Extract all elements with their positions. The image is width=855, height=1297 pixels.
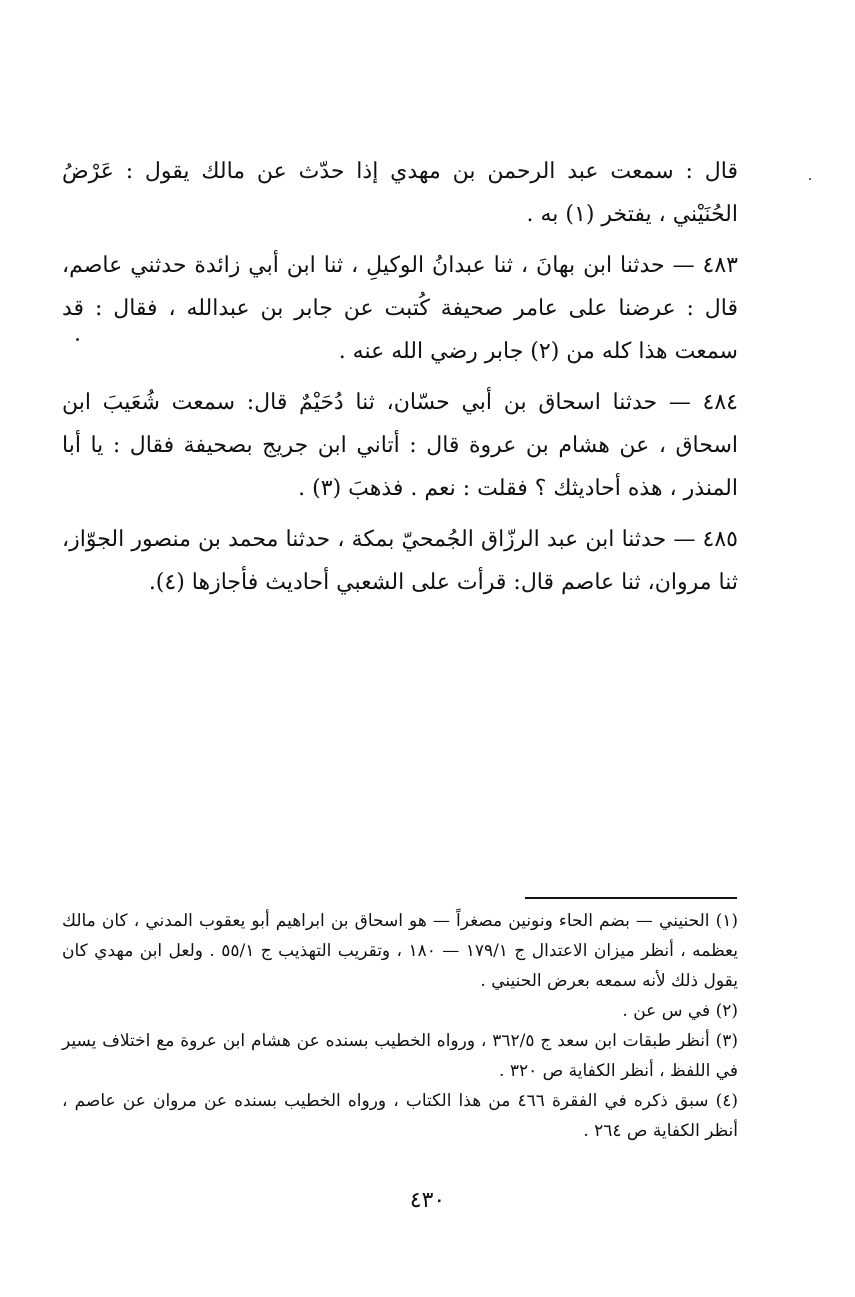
main-text <box>62 150 738 612</box>
footnote-2: (٢) في س عن . <box>622 1001 738 1021</box>
page-number: ٤٣٠ <box>409 1188 446 1213</box>
footnote-3: (٣) أنظر طبقات ابن سعد ج ٣٦٢/٥ ، ورواه الخطيب بسنده عن هشام ابن عروة مع اختلاف يسير في اللفظ ، أنظر الكفاية ص ٣٢٠ . <box>62 1031 738 1081</box>
paragraph-485: ٤٨٥ — حدثنا ابن عبد الرزّاق الجُمحيّ بمكة ، حدثنا محمد بن منصور الجوّاز، ثنا مروان، ثنا عاصم قال: قرأت على الشعبي أحاديث فأجازها (٤). <box>62 527 738 595</box>
footnote-4: (٤) سبق ذكره في الفقرة ٤٦٦ من هذا الكتاب ، ورواه الخطيب بسنده عن مروان عن عاصم ، أنظر الكفاية ص ٢٦٤ . <box>62 1091 738 1141</box>
footnote-1: (١) الحنيني — بضم الحاء ونونين مصغراً — هو اسحاق بن ابراهيم أبو يعقوب المدني ، كان مالك يعظمه ، أنظر ميزان الاعتدال ج ١٧٩/١ — ١٨٠ ، وتقريب التهذيب ج ٥٥/١ . ولعل ابن مهدي كان يقول ذلك لأنه سمعه بعرض الحنيني . <box>62 911 738 991</box>
footnote-divider <box>525 897 737 899</box>
paragraph-484: ٤٨٤ — حدثنا اسحاق بن أبي حسّان، ثنا دُحَيْمٌ قال: سمعت شُعَيبَ ابن اسحاق ، عن هشام بن عروة قال : أتاني ابن جريج بصحيفة فقال : يا أبا المنذر ، هذه أحاديثك ؟ فقلت : نعم . فذهبَ (٣) . <box>62 390 738 501</box>
scan-speck <box>809 178 811 180</box>
scan-speck <box>76 338 79 341</box>
paragraph-intro: قال : سمعت عبد الرحمن بن مهدي إذا حدّث عن مالك يقول : عَرْضُ الحُنَيْني ، يفتخر (١) به . <box>62 159 738 227</box>
footnotes <box>62 906 738 1146</box>
paragraph-483: ٤٨٣ — حدثنا ابن بهانَ ، ثنا عبدانُ الوكيلِ ، ثنا ابن أبي زائدة حدثني عاصم، قال : عرضنا على عامر صحيفة كُتبت عن جابر بن عبدالله ، فقال : قد سمعت هذا كله من (٢) جابر رضي الله عنه . <box>62 253 738 364</box>
